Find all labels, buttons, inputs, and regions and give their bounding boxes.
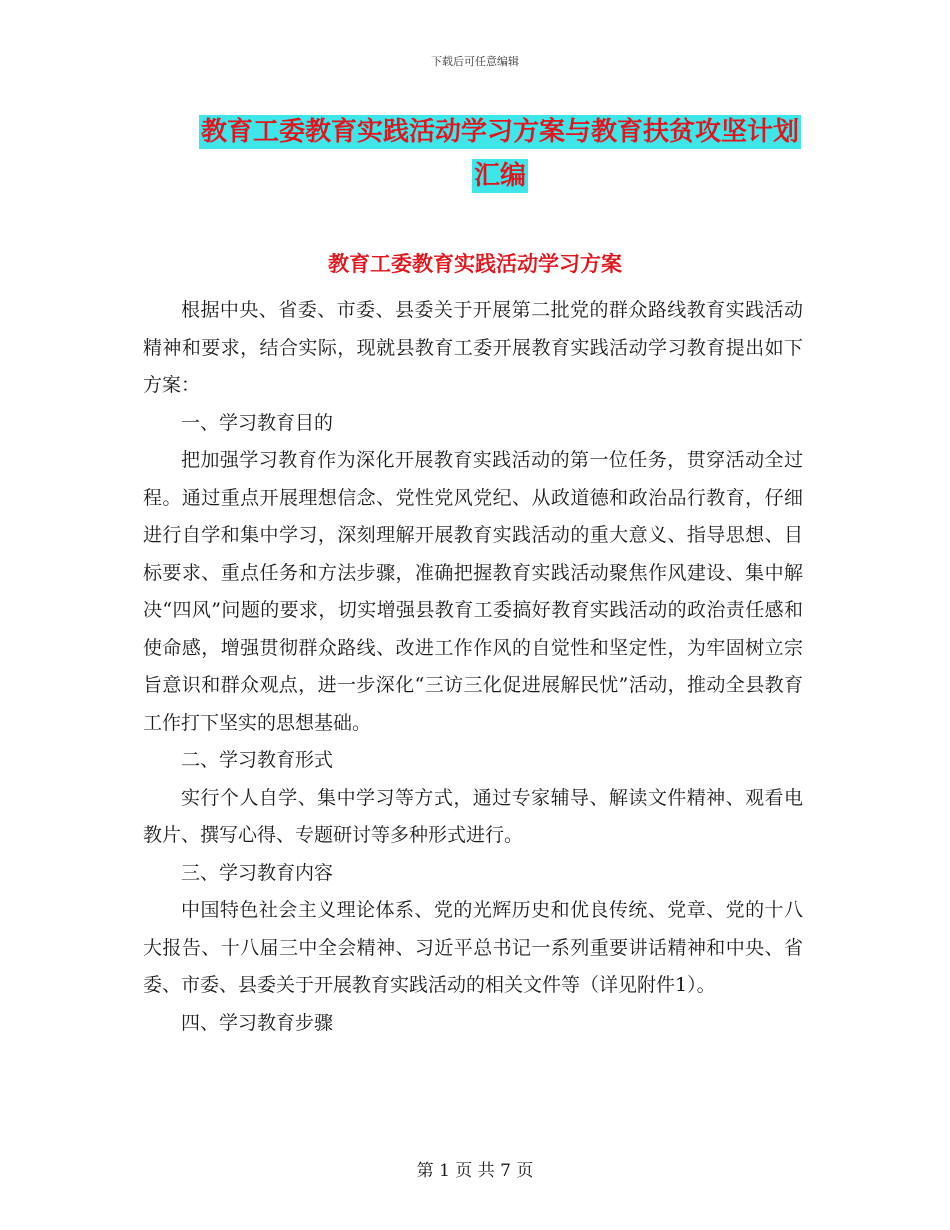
header-note: 下载后可任意编辑 xyxy=(431,55,519,68)
paragraph-form: 实行个人自学、集中学习等方式，通过专家辅导、解读文件精神、观看电教片、撰写心得、专题研讨等多种形式进行。 xyxy=(143,786,803,846)
document-title xyxy=(195,110,805,198)
title-line-2: 汇编 xyxy=(473,161,526,191)
heading-purpose: 一、学习教育目的 xyxy=(181,411,334,434)
heading-steps: 四、学习教育步骤 xyxy=(181,1011,334,1034)
section-title: 教育工委教育实践活动学习方案 xyxy=(328,252,622,276)
heading-content: 三、学习教育内容 xyxy=(181,861,334,884)
paragraph-content: 中国特色社会主义理论体系、党的光辉历史和优良传统、党章、党的十八大报告、十八届三中全会精神、习近平总书记一系列重要讲话精神和中央、省委、市委、县委关于开展教育实践活动的相关文件等（详见附件1）。 xyxy=(143,899,803,996)
paragraph-intro: 根据中央、省委、市委、县委关于开展第二批党的群众路线教育实践活动精神和要求，结合实际，现就县教育工委开展教育实践活动学习教育提出如下方案： xyxy=(143,299,803,396)
heading-form: 二、学习教育形式 xyxy=(181,749,334,771)
page-number: 第 1 页 共 7 页 xyxy=(416,1161,534,1181)
document-body xyxy=(143,292,803,1042)
title-line-1: 教育工委教育实践活动学习方案与教育扶贫攻坚计划 xyxy=(200,117,799,147)
paragraph-purpose: 把加强学习教育作为深化开展教育实践活动的第一位任务，贯穿活动全过程。通过重点开展理想信念、党性党风党纪、从政道德和政治品行教育，仔细进行自学和集中学习，深刻理解开展教育实践活动的重大意义、指导思想、目标要求、重点任务和方法步骤，准确把握教育实践活动聚焦作风建设、集中解决“四风”问题的要求，切实增强县教育工委搞好教育实践活动的政治责任感和使命感，增强贯彻群众路线、改进工作作风的自觉性和坚定性，为牢固树立宗旨意识和群众观点，进一步深化“三访三化促进展解民忧”活动，推动全县教育工作打下坚实的思想基础。 xyxy=(143,449,803,734)
